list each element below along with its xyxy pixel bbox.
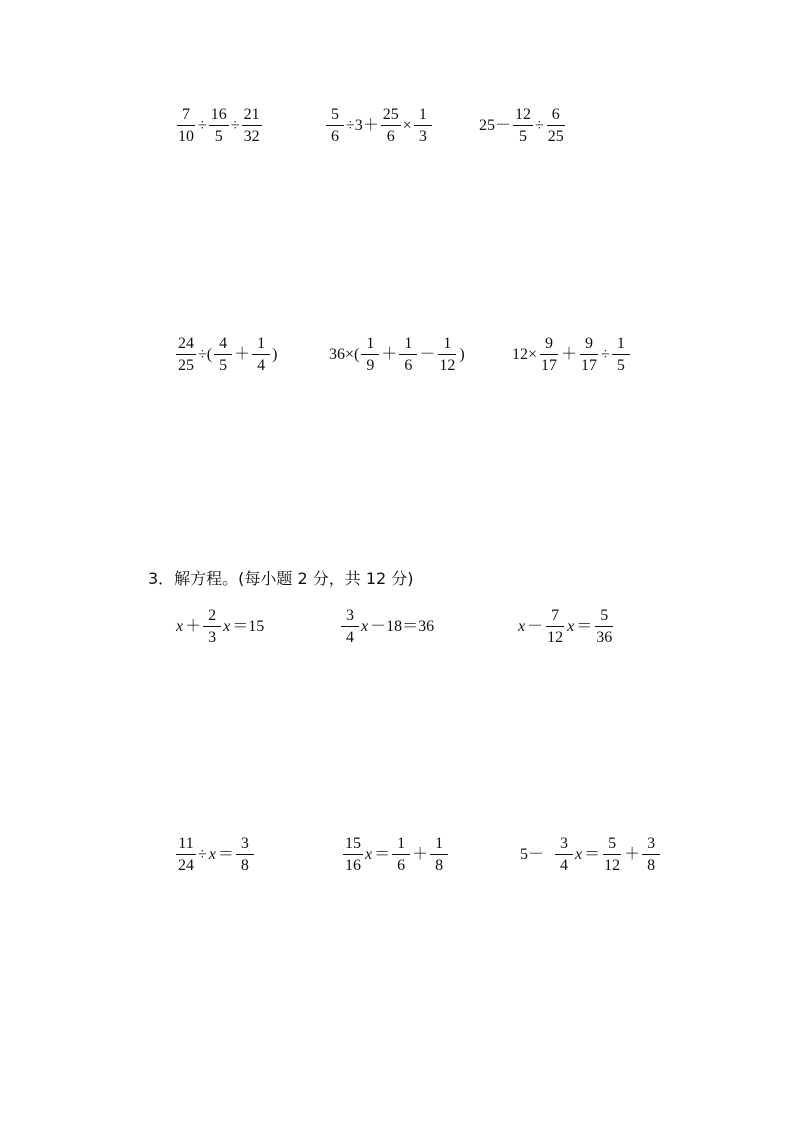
fraction: $\frac{1}{5}$ (612, 336, 630, 374)
fraction: $\frac{1}{12}$ (439, 335, 456, 374)
fraction: $\frac{7}{12}$ (547, 607, 564, 646)
equation-6: 5－ $\frac{3}{4}$ x ＝ $\frac{5}{12}$ ＋ $\frac{3}{8}$ (519, 836, 661, 874)
calc-problem-5: 36×( $\frac{1}{9}$ ＋ $\frac{1}{6}$ － $\frac{1}{12}$ ) (329, 335, 465, 374)
fraction: $\frac{24}{25}$ (178, 335, 194, 374)
fraction: $\frac{3}{8}$ (236, 836, 254, 874)
calc-problem-1: $\frac{7}{10}$ ÷ $\frac{16}{5}$ ÷ $\frac{21}{32}$ (178, 106, 260, 145)
fraction: $\frac{25}{6}$ (382, 106, 399, 145)
fraction: $\frac{7}{10}$ (178, 106, 194, 145)
equation-4: $\frac{11}{24}$ ÷ x ＝ $\frac{3}{8}$ (175, 836, 255, 874)
fraction: $\frac{5}{36}$ (596, 607, 613, 646)
calc-problem-2: $\frac{5}{6}$ ÷3＋ $\frac{25}{6}$ × $\frac{1}{3}$ (325, 107, 433, 145)
fraction: $\frac{21}{32}$ (243, 106, 260, 145)
calc-problem-4: $\frac{24}{25}$ ÷( $\frac{4}{5}$ ＋ $\frac{1}{4}$ ) (178, 335, 278, 374)
fraction: $\frac{9}{17}$ (581, 335, 598, 374)
fraction: $\frac{1}{4}$ (252, 336, 270, 374)
fraction: $\frac{12}{5}$ (515, 106, 532, 145)
fraction: $\frac{5}{6}$ (326, 107, 344, 145)
fraction: $\frac{1}{8}$ (430, 836, 448, 874)
fraction: $\frac{5}{12}$ (604, 835, 621, 874)
fraction: $\frac{11}{24}$ (178, 835, 194, 874)
calc-problem-6: 12× $\frac{9}{17}$ ＋ $\frac{9}{17}$ ÷ $\frac{1}{5}$ (511, 336, 631, 374)
equation-2: $\frac{3}{4}$ x －18＝36 (340, 608, 435, 646)
section-heading: 3．解方程。(每小题 2 分，共 12 分) (148, 569, 414, 588)
equation-1: x ＋ $\frac{2}{3}$ x ＝15 (176, 607, 265, 646)
fraction: $\frac{6}{25}$ (547, 106, 564, 145)
fraction: $\frac{15}{16}$ (345, 835, 361, 874)
fraction: $\frac{3}{8}$ (642, 836, 660, 874)
fraction: $\frac{2}{3}$ (203, 608, 221, 646)
fraction: $\frac{4}{5}$ (214, 336, 232, 374)
fraction: $\frac{1}{6}$ (399, 336, 417, 374)
fraction: $\frac{3}{4}$ (555, 836, 573, 874)
fraction: $\frac{9}{17}$ (541, 335, 558, 374)
equation-3: x － $\frac{7}{12}$ x ＝ $\frac{5}{36}$ (518, 607, 613, 646)
fraction: $\frac{1}{6}$ (392, 836, 410, 874)
fraction: $\frac{1}{3}$ (414, 107, 432, 145)
fraction: $\frac{3}{4}$ (341, 608, 359, 646)
equation-5: $\frac{15}{16}$ x ＝ $\frac{1}{6}$ ＋ $\frac{1}{8}$ (342, 836, 449, 874)
fraction: $\frac{16}{5}$ (210, 106, 227, 145)
fraction: $\frac{1}{9}$ (361, 336, 379, 374)
calc-problem-3: 25－ $\frac{12}{5}$ ÷ $\frac{6}{25}$ (479, 106, 564, 145)
